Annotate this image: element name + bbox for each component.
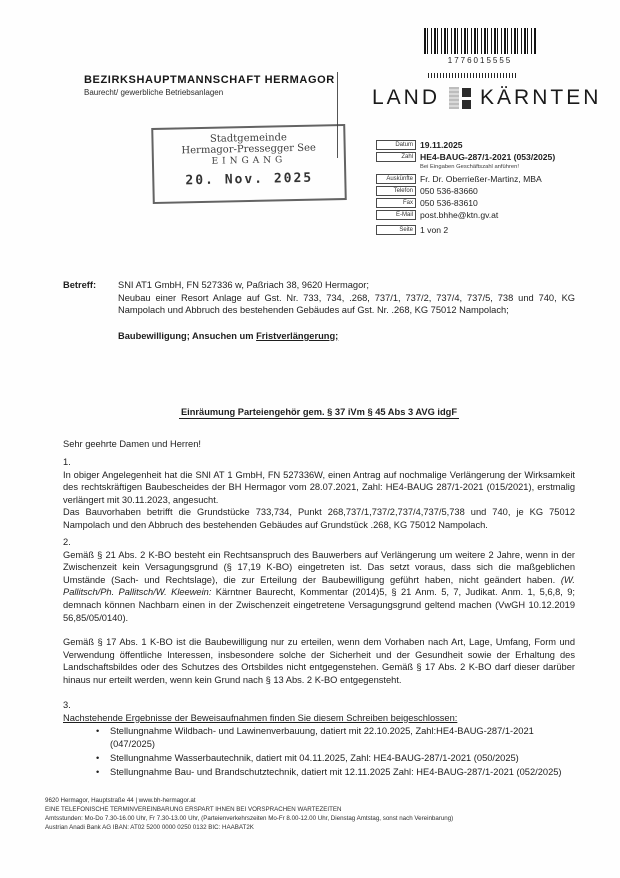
micro-barcode-icon [428,73,516,78]
subject-permit-line [118,330,575,343]
stamp-date: 20. Nov. 2025 [185,170,314,189]
footer-appointment-line: EINE TELEFONISCHE TERMINVEREINBARUNG ERSPART IHNEN BEI VORSPRACHEN WARTEZEITEN [45,806,342,813]
section-1-number: 1. [63,457,71,467]
kaernten-emblem-icon [449,86,471,110]
land-kaernten-logo [372,86,601,110]
meta-row-telefon [376,186,576,196]
salutation: Sehr geehrte Damen und Herren! [63,439,201,449]
meta-row-zahl [376,152,576,162]
meta-label: Zahl [376,152,416,162]
meta-row-email [376,210,576,220]
section-2-number: 2. [63,537,71,547]
meta-label: Telefon [376,186,416,196]
section-2-paragraph-2: Gemäß § 17 Abs. 1 K-BO ist die Baubewilligung nur zu erteilen, wenn dem Vorhaben nach Art, Lage, Umfang, Form und Verwendung öffentliche Interessen, insbesondere solche der Sicherheit und der Gesundheit sowie der Erhaltung des Landschaftsbildes oder des Schutzes des Ortsbildes nicht entgegenstehen. Gemäß § 17 Abs. 2 K-BO darf dieser darüber hinaus nur erteilt werden, wenn kein Grund nach § 13 Abs. 2 K-BO entgegensteht. [63,637,575,685]
footer-office-hours-line: Amtsstunden: Mo-Do 7.30-16.00 Uhr, Fr 7.30-13.00 Uhr, (Parteienverkehrszeiten Mo-Fr 8.00-12.00 Uhr, Dienstag Amtstag, sonst nach Vereinbarung) [45,815,454,822]
subject-description: Neubau einer Resort Anlage auf Gst. Nr. 733, 734, .268, 737/1, 737/2, 737/4, 737/5, 738 und 740, KG Nampolach und Abbruch des bestehenden Gebäudes auf Gst. Nr. .268, KG 75012 Nampolach; [118,292,575,316]
section-3 [63,699,575,780]
barcode-block [424,28,536,78]
permit-prefix: Baubewilligung; Ansuchen um [118,330,257,341]
meta-value-datum: 19.11.2025 [420,140,463,150]
hearing-heading [63,406,575,419]
stamp-municipality: Stadtgemeinde [209,132,288,145]
department-name: Baurecht/ gewerbliche Betriebsanlagen [84,88,224,97]
section-2 [63,536,575,687]
hearing-heading-text: Einräumung Parteiengehör gem. § 37 iVm § 45 Abs 3 AVG idgF [180,407,458,417]
meta-label: E-Mail [376,210,416,220]
page-footer [45,796,585,832]
meta-value-email: post.bhhe@ktn.gv.at [420,210,499,220]
meta-row-auskuenfte [376,174,576,184]
section-3-lead: Nachstehende Ergebnisse der Beweisaufnahmen finden Sie diesem Schreiben beigeschlossen: [63,712,458,723]
section-2-citation: (W. Pallitsch/Ph. Pallitsch/W. Kleewein: [63,574,575,598]
entry-stamp [151,124,347,204]
section-2-text-2: Kärntner Baurecht, Kommentar (2014)5, § 21 Anm. 5, 7, Judikat. Anm. 1, 5,6,8, 9; demnach können Nachbarn einen in der Zwischenzeit eingetretene Versagungsgrund geltend machen (VwGH 10.12.2019 56,85/05/0140). [63,587,575,623]
barcode-number: 1776015555 [447,56,513,65]
stamp-municipality-name: Hermagor-Pressegger See [181,142,316,157]
meta-value-seite: 1 von 2 [420,225,449,235]
meta-label: Fax [376,198,416,208]
footer-bank-line: Austrian Anadi Bank AG IBAN: AT02 5200 0000 0250 0132 BIC: HAABAT2K [45,824,254,831]
meta-label: Seite [376,225,416,235]
section-2-text-1: Gemäß § 21 Abs. 2 K-BO besteht ein Rechtsanspruch des Bauwerbers auf Verlängerung um weitere 2 Jahre, wenn in der Zwischenzeit kein Versagungsgrund (§ 17,19 K-BO) eingetreten ist. Das setzt voraus, dass sich die maßgeblichen Umstände (Sach- und Rechtslage), die zur Erteilung der Baubewilligung geführt haben, nicht geändert haben. [63,549,575,585]
document-meta-table [376,140,576,237]
authority-name: BEZIRKSHAUPTMANNSCHAFT HERMAGOR [84,74,335,86]
stamp-eingang-label: EINGANG [211,155,287,167]
meta-row-fax [376,198,576,208]
section-1-paragraph-1: In obiger Angelegenheit hat die SNI AT 1 GmbH, FN 527336W, einen Antrag auf nochmalige Verlängerung der Wirksamkeit des rechtskräftigen Baubescheides der BH Hermagor vom 28.07.2021, Zahl: HE4-BAUG 287/1-2021 (015/2021), erstmalig verlängert mit 30.11.2023, angesucht. [63,469,575,505]
permit-underlined: Fristverlängerung; [256,330,339,341]
section-3-number: 3. [63,700,71,710]
attachment-list [93,725,575,778]
meta-row-seite [376,225,576,235]
logo-word-kaernten: KÄRNTEN [480,86,602,109]
zahl-note: Bei Eingaben Geschäftszahl anführen! [420,164,519,170]
subject-party-line: SNI AT1 GmbH, FN 527336 w, Paßriach 38, 9620 Hermagor; [118,280,369,290]
logo-word-land: LAND [372,86,441,109]
letterhead [84,74,335,97]
section-1-paragraph-2: Das Bauvorhaben betrifft die Grundstücke 733,734, Punkt 268,737/1,737/2,737/4,737/5,738 und 740, je KG 75012 Nampolach und den Abbruch des bestehenden Gebäudes auf Grundstück .268, KG 75012 Nampolach. [63,507,575,530]
barcode-icon [424,28,536,54]
section-2-paragraph-1 [63,549,575,625]
attachment-item: • Stellungnahme Wasserbautechnik, datiert mit 04.11.2025, Zahl: HE4-BAUG-287/1-2021 (050/2025) [93,752,575,765]
subject-label: Betreff: [63,280,97,290]
meta-value-fax: 050 536-83610 [420,198,478,208]
meta-label: Auskünfte [376,174,416,184]
subject-block [63,279,575,342]
attachment-item: • Stellungnahme Wildbach- und Lawinenverbauung, datiert mit 22.10.2025, Zahl:HE4-BAUG-287/1-2021 (047/2025) [93,725,575,750]
meta-value-telefon: 050 536-83660 [420,186,478,196]
meta-label: Datum [376,140,416,150]
meta-value-auskuenfte: Fr. Dr. Oberrießer-Martinz, MBA [420,174,542,184]
meta-row-datum [376,140,576,150]
attachment-item: • Stellungnahme Bau- und Brandschutztechnik, datiert mit 12.11.2025 Zahl: HE4-BAUG-287/1-2021 (052/2025) [93,766,575,779]
footer-address-line: 9620 Hermagor, Hauptstraße 44 | www.bh-hermagor.at [45,797,196,804]
meta-value-zahl: HE4-BAUG-287/1-2021 (053/2025) [420,152,556,162]
section-1 [63,456,575,532]
